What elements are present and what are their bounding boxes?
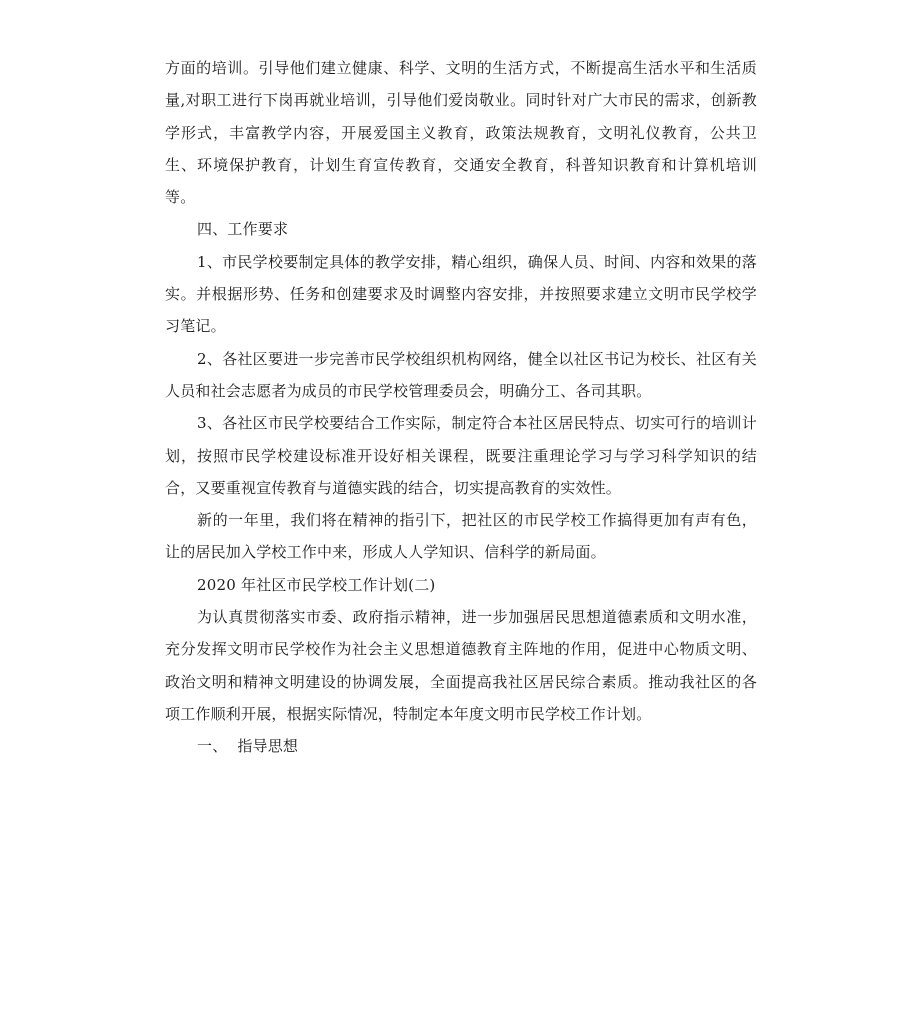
section-heading-work-requirements: 四、工作要求	[197, 220, 289, 239]
paragraph-training-content: 方面的培训。引导他们建立健康、科学、文明的生活方式，不断提高生活水平和生活质量,对职工进行下岗再就业培训，引导他们爱岗敬业。同时针对广大市民的需求，创新教学形式，丰富教学内容，开展爱国主义教育，政策法规教育，文明礼仪教育，公共卫生、环境保护教育，计划生育宣传教育，交通安全教育，科普知识教育和计算机培训等。	[165, 59, 757, 207]
paragraph-requirement-1: 1、市民学校要制定具体的教学安排，精心组织，确保人员、时间、内容和效果的落实。并根据形势、任务和创建要求及时调整内容安排，并按照要求建立文明市民学校学习笔记。	[165, 252, 757, 336]
document-subtitle-plan-2: 2020 年社区市民学校工作计划(二)	[197, 575, 436, 594]
paragraph-new-year: 新的一年里，我们将在精神的指引下，把社区的市民学校工作搞得更加有声有色，让的居民加入学校工作中来，形成人人学知识、信科学的新局面。	[165, 511, 757, 562]
paragraph-plan-intro: 为认真贯彻落实市委、政府指示精神，进一步加强居民思想道德素质和文明水准，充分发挥文明市民学校作为社会主义思想道德教育主阵地的作用，促进中心物质文明、政治文明和精神文明建设的协调发展，全面提高我社区居民综合素质。推动我社区的各项工作顺利开展，根据实际情况，特制定本年度文明市民学校工作计划。	[165, 608, 757, 723]
section-heading-guiding-ideology: 一、 指导思想	[197, 737, 299, 756]
paragraph-requirement-2: 2、各社区要进一步完善市民学校组织机构网络，健全以社区书记为校长、社区有关人员和社会志愿者为成员的市民学校管理委员会，明确分工、各司其职。	[165, 349, 757, 400]
paragraph-requirement-3: 3、各社区市民学校要结合工作实际，制定符合本社区居民特点、切实可行的培训计划，按照市民学校建设标准开设好相关课程，既要注重理论学习与学习科学知识的结合，又要重视宣传教育与道德实践的结合，切实提高教育的实效性。	[165, 414, 757, 497]
document-body	[165, 52, 757, 763]
